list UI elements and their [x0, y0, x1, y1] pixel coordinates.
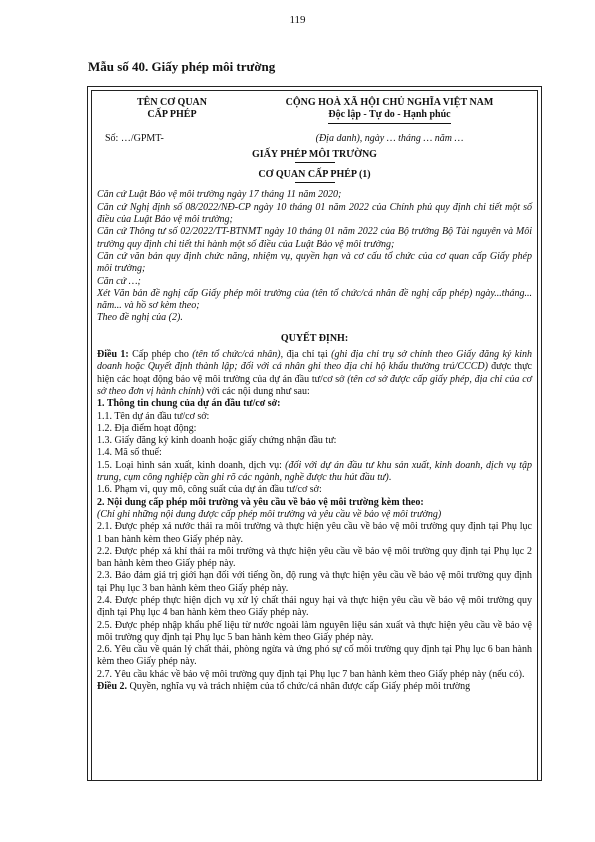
article-1-note: (ghi địa chỉ trụ sở chính theo Giấy đăng ký kinh doanh hoặc Quyết định thành lập; đối với cá nhân ghi theo địa chỉ hộ khẩu thường trú/CCCD): [97, 349, 532, 373]
article-1-note: (tên cơ sở được cấp giấy phép, địa chỉ của cơ sở theo đơn vị hành chính): [97, 373, 532, 397]
nation-motto: Độc lập - Tự do - Hạnh phúc: [328, 109, 450, 123]
article-1-note: (tên tổ chức/cá nhân): [192, 349, 281, 361]
legal-bases: [97, 189, 532, 324]
form-title: Mẫu số 40. Giấy phép môi trường: [88, 59, 276, 74]
place-date: (Địa danh), ngày … tháng … năm …: [315, 132, 464, 144]
nation-name: CỘNG HOÀ XÃ HỘI CHỦ NGHĨA VIỆT NAM: [285, 97, 494, 108]
item-5-end: .: [388, 472, 392, 484]
section-2-item: 2.7. Yêu cầu khác về bảo vệ môi trường quy định tại Phụ lục 7 ban hành kèm theo Giấy phép này (nếu có).: [97, 668, 525, 680]
issuer-divider: [295, 182, 335, 183]
article-2-label: Điều 2.: [97, 681, 127, 693]
item-5-note: (đối với dự án đầu tư khu sản xuất, kinh doanh, dịch vụ tập trung, cụm công nghiệp cần ghi rõ các ngành, nghề được thu hút đầu tư): [97, 459, 532, 484]
section-2-item: 2.6. Yêu cầu về quản lý chất thải, phòng ngừa và ứng phó sự cố môi trường quy định tại Phụ lục 6 ban hành kèm theo Giấy phép này.: [97, 644, 532, 668]
section-2-note: (Chỉ ghi những nội dung được cấp phép môi trường và yêu cầu về bảo vệ môi trường): [97, 508, 442, 520]
section-2-title: 2. Nội dung cấp phép môi trường và yêu cầu về bảo vệ môi trường kèm theo:: [97, 496, 424, 508]
basis-item: Căn cứ văn bản quy định chức năng, nhiệm vụ, quyền hạn và cơ cấu tổ chức của cơ quan cấp Giấy phép môi trường;: [97, 250, 532, 275]
decision-title: QUYẾT ĐỊNH:: [280, 332, 349, 344]
section-1-item: 1.4. Mã số thuế:: [97, 447, 162, 459]
basis-item: Theo đề nghị của (2).: [97, 312, 183, 324]
section-1-item-5: [97, 460, 532, 485]
section-2-item: 2.5. Được phép nhập khẩu phế liệu từ nước ngoài làm nguyên liệu sản xuất và thực hiện yêu cầu về bảo vệ môi trường quy định tại Phụ lục 5 ban hành kèm theo Giấy phép này.: [97, 619, 532, 643]
article-1-text: Cấp phép cho: [128, 349, 193, 361]
section-1-item: 1.6. Phạm vi, quy mô, công suất của dự án đầu tư/cơ sở:: [97, 484, 322, 496]
title-divider: [295, 162, 335, 163]
basis-item: Căn cứ Nghị định số 08/2022/NĐ-CP ngày 10 tháng 01 năm 2022 của Chính phủ quy định chi tiết một số điều của Luật Bảo vệ môi trường;: [97, 201, 532, 226]
document-body: [91, 90, 538, 780]
section-1-item: 1.2. Địa điểm hoạt động:: [97, 422, 197, 434]
number-date-row: [97, 133, 532, 145]
section-1-item: 1.3. Giấy đăng ký kinh doanh hoặc giấy chứng nhận đầu tư:: [97, 435, 337, 447]
article-1-text: được thực hiện các hoạt động bảo vệ môi trường của dự án đầu tư/cơ sở: [97, 361, 532, 385]
basis-item: Căn cứ …;: [97, 275, 141, 287]
article-1: [97, 349, 532, 398]
article-1-text: , địa chỉ tại: [280, 349, 332, 361]
basis-item: Căn cứ Thông tư số 02/2022/TT-BTNMT ngày 10 tháng 01 năm 2022 của Bộ trưởng Bộ Tài nguyên và Môi trường quy định chi tiết thi hành một số điều của Luật Bảo vệ môi trường;: [97, 226, 532, 250]
document-number: Số: …/GPMT-: [105, 132, 164, 144]
section-2-item: 2.1. Được phép xả nước thải ra môi trường và thực hiện yêu cầu về bảo vệ môi trường quy định tại Phụ lục 1 ban hành kèm theo Giấy phép này.: [97, 521, 532, 545]
issuer-title: CƠ QUAN CẤP PHÉP (1): [258, 169, 371, 181]
document-frame: [87, 86, 542, 781]
article-1-label: Điều 1:: [97, 349, 129, 361]
agency-block: [97, 97, 247, 124]
section-1-title: 1. Thông tin chung của dự án đầu tư/cơ sở:: [97, 398, 281, 410]
agency-line-2: CẤP PHÉP: [147, 109, 197, 121]
article-2: [97, 681, 532, 693]
basis-item: Xét Văn bản đề nghị cấp Giấy phép môi trường của (tên tổ chức/cá nhân đề nghị cấp phép) ngày...tháng... năm... và hồ sơ kèm theo;: [97, 287, 532, 312]
header-row: [97, 97, 532, 124]
section-1-item: 1.1. Tên dự án đầu tư/cơ sở:: [97, 410, 210, 422]
page-number: 119: [289, 14, 306, 26]
basis-item: Căn cứ Luật Bảo vệ môi trường ngày 17 tháng 11 năm 2020;: [97, 189, 342, 201]
section-2-item: 2.3. Bảo đảm giá trị giới hạn đối với tiếng ồn, độ rung và thực hiện yêu cầu về bảo vệ môi trường quy định tại Phụ lục 3 ban hành kèm theo Giấy phép này.: [97, 570, 532, 594]
item-5-text: 1.5. Loại hình sản xuất, kinh doanh, dịch vụ:: [97, 459, 286, 471]
document-title: GIẤY PHÉP MÔI TRƯỜNG: [252, 148, 377, 160]
agency-line-1: TÊN CƠ QUAN: [136, 97, 207, 108]
section-2-item: 2.2. Được phép xả khí thải ra môi trường và thực hiện yêu cầu về bảo vệ môi trường quy định tại Phụ lục 2 ban hành kèm theo Giấy phép này.: [97, 545, 532, 570]
article-2-text: Quyền, nghĩa vụ và trách nhiệm của tổ chức/cá nhân được cấp Giấy phép môi trường: [127, 681, 471, 693]
nation-block: [247, 97, 532, 124]
article-1-text: với các nội dung như sau:: [204, 385, 310, 397]
section-2-item: 2.4. Được phép thực hiện dịch vụ xử lý chất thải nguy hại và thực hiện yêu cầu về bảo vệ môi trường quy định tại Phụ lục 4 ban hành kèm theo Giấy phép này.: [97, 594, 532, 619]
